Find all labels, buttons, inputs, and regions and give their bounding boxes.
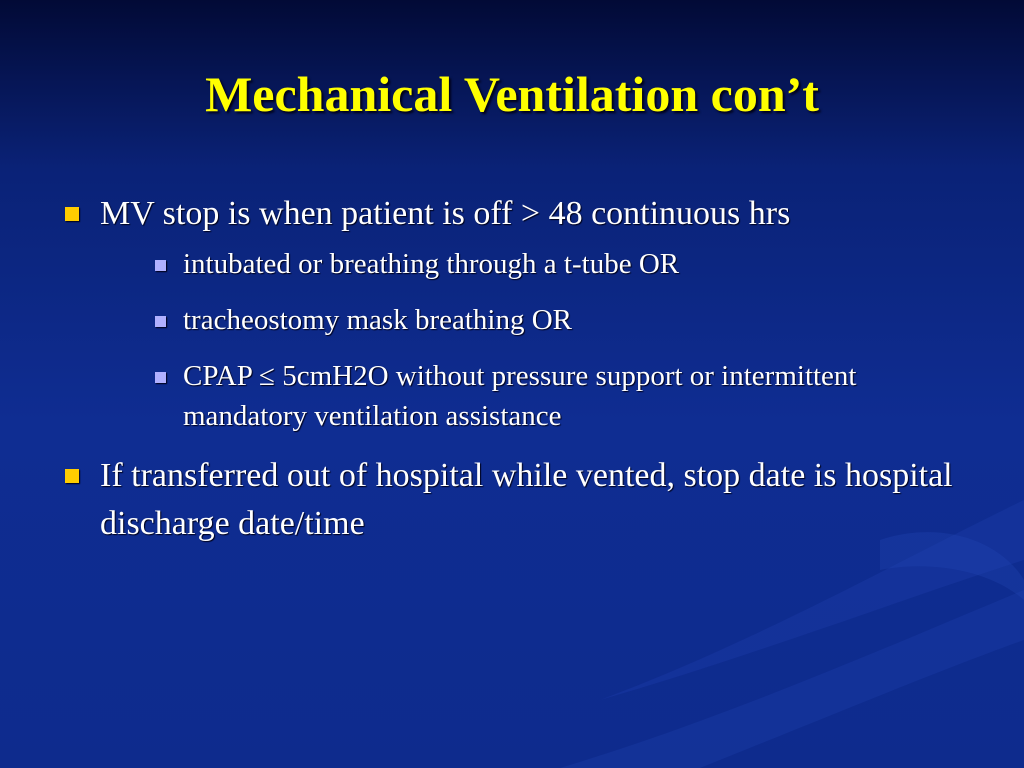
sub-bullet-item — [147, 244, 943, 284]
sub-bullet-text: intubated or breathing through a t-tube OR — [183, 248, 680, 280]
bullet-list — [62, 190, 962, 558]
square-bullet-icon — [65, 207, 79, 221]
sub-bullet-item — [147, 300, 943, 340]
slide-title: Mechanical Ventilation con’t — [205, 66, 819, 122]
square-bullet-icon — [155, 372, 166, 383]
sub-bullet-text: CPAP ≤ 5cmH2O without pressure support or intermittent mandatory ventilation assistance — [183, 360, 857, 432]
square-bullet-icon — [155, 316, 166, 327]
bullet-text: If transferred out of hospital while vented, stop date is hospital discharge date/time — [100, 457, 953, 542]
sub-bullet-item — [147, 356, 943, 436]
square-bullet-icon — [65, 469, 79, 483]
bullet-item-mv-stop — [62, 190, 962, 436]
bullet-item-transferred — [62, 452, 962, 548]
bullet-text: MV stop is when patient is off > 48 continuous hrs — [100, 195, 791, 232]
square-bullet-icon — [155, 260, 166, 271]
sub-bullet-text: tracheostomy mask breathing OR — [183, 304, 572, 336]
sub-bullet-list — [100, 244, 962, 436]
